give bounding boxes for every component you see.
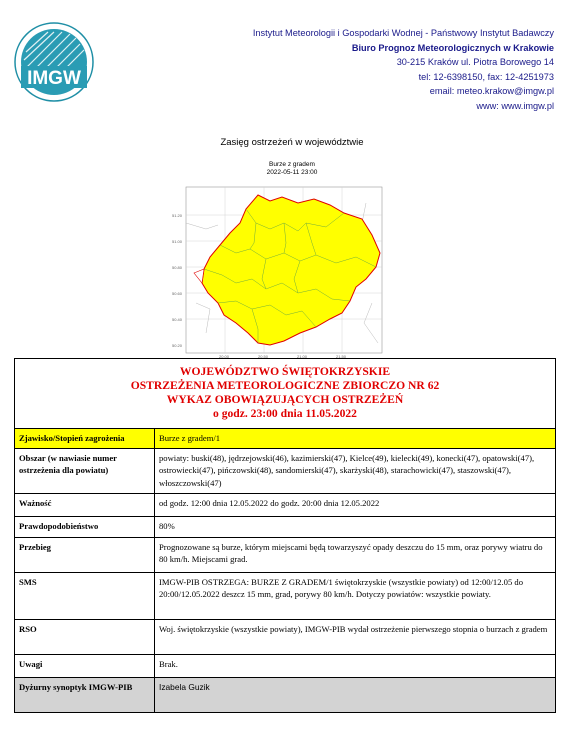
bulletin-number: OSTRZEŻENIA METEOROLOGICZNE ZBIORCZO NR 62: [130, 379, 440, 392]
row-label: Ważność: [15, 494, 155, 516]
map-datetime: 2022-05-11 23:00: [266, 169, 318, 176]
warning-table: [14, 358, 556, 713]
y-tick: 50.60: [172, 291, 183, 296]
warning-map: [166, 183, 388, 359]
row-label: Dyżurny synoptyk IMGW-PIB: [15, 678, 155, 712]
imgw-logo: [14, 22, 94, 102]
table-row-validity: [15, 494, 555, 517]
table-row-phenomenon: [15, 429, 555, 449]
row-value: Prognozowane są burze, którym miejscami będą towarzyszyć opady deszczu do 15 mm, oraz porywy wiatru do 80 km/h. Miejscami grad.: [159, 541, 543, 564]
logo-text: IMGW: [27, 68, 81, 89]
row-label: Uwagi: [15, 655, 155, 677]
table-row-probability: [15, 517, 555, 538]
row-label: Przebieg: [15, 538, 155, 572]
table-row-remarks: [15, 655, 555, 678]
row-label: Zjawisko/Stopień zagrożenia: [15, 429, 155, 448]
row-value: 80%: [159, 520, 175, 531]
row-value: Burze z gradem/1: [155, 429, 555, 448]
y-tick: 50.80: [172, 265, 183, 270]
row-label: Prawdopodobieństwo: [15, 517, 155, 537]
voivodeship-title: WOJEWÓDZTWO ŚWIĘTOKRZYSKIE: [179, 365, 391, 378]
row-value: Brak.: [159, 658, 178, 669]
row-value: Woj. świętokrzyskie (wszystkie powiaty), IMGW-PIB wydał ostrzeżenie pierwszego stopnia o burzach z gradem: [159, 623, 548, 634]
row-value: powiaty: buski(48), jędrzejowski(46), kazimierski(47), Kielce(49), kielecki(49), konecki(47), opatowski(47), ostrowiecki(47), pińczowski(48), sandomierski(47), skarżyski(48), starachowicki(47), staszowski(47), włoszczowski(47): [159, 452, 535, 488]
row-value: [155, 678, 555, 712]
row-value: od godz. 12:00 dnia 12.05.2022 do godz. 20:00 dnia 12.05.2022: [159, 497, 380, 508]
y-tick: 50.40: [172, 317, 183, 322]
list-title: WYKAZ OBOWIĄZUJĄCYCH OSTRZEŻEŃ: [166, 393, 404, 406]
x-tick: 20.00: [219, 354, 230, 359]
x-tick: 21.00: [297, 354, 308, 359]
map-title: Zasięg ostrzeżeń w województwie: [220, 137, 364, 148]
table-row-rso: [15, 620, 555, 655]
office-name: Biuro Prognoz Meteorologicznych w Krakowie: [351, 42, 554, 53]
map-phenomenon: Burze z gradem: [269, 161, 315, 168]
forecaster-name: Izabela Guzik: [159, 681, 210, 692]
table-row-forecaster: [15, 678, 555, 712]
institute-header: [253, 26, 554, 113]
issue-time: o godz. 23:00 dnia 11.05.2022: [213, 407, 357, 420]
x-tick: 20.50: [258, 354, 269, 359]
warning-header: [15, 359, 555, 429]
y-tick: 50.20: [172, 343, 183, 348]
y-tick: 51.20: [172, 213, 183, 218]
table-row-course: [15, 538, 555, 573]
institute-name: Instytut Meteorologii i Gospodarki Wodnej - Państwowy Instytut Badawczy: [252, 28, 554, 38]
row-label: Obszar (w nawiasie numer ostrzeżenia dla powiatu): [15, 449, 155, 493]
phone-fax: tel: 12-6398150, fax: 12-4251973: [418, 71, 554, 82]
y-tick: 51.00: [172, 239, 183, 244]
map-subtitle: [0, 161, 584, 177]
email[interactable]: email: meteo.krakow@imgw.pl: [429, 86, 554, 96]
address: 30-215 Kraków ul. Piotra Borowego 14: [396, 57, 554, 67]
row-value: IMGW-PIB OSTRZEGA: BURZE Z GRADEM/1 świętokrzyskie (wszystkie powiaty) od 12:00/12.05 do 20:00/12.05.2022 deszcz 15 mm, grad, porywy 80 km/h. Dotyczy powiatów: wszystkie powiaty.: [159, 576, 524, 599]
row-label: RSO: [15, 620, 155, 654]
row-label: SMS: [15, 573, 155, 619]
website[interactable]: www: www.imgw.pl: [476, 100, 554, 111]
x-tick: 21.50: [336, 354, 347, 359]
table-row-sms: [15, 573, 555, 620]
table-row-area: [15, 449, 555, 494]
